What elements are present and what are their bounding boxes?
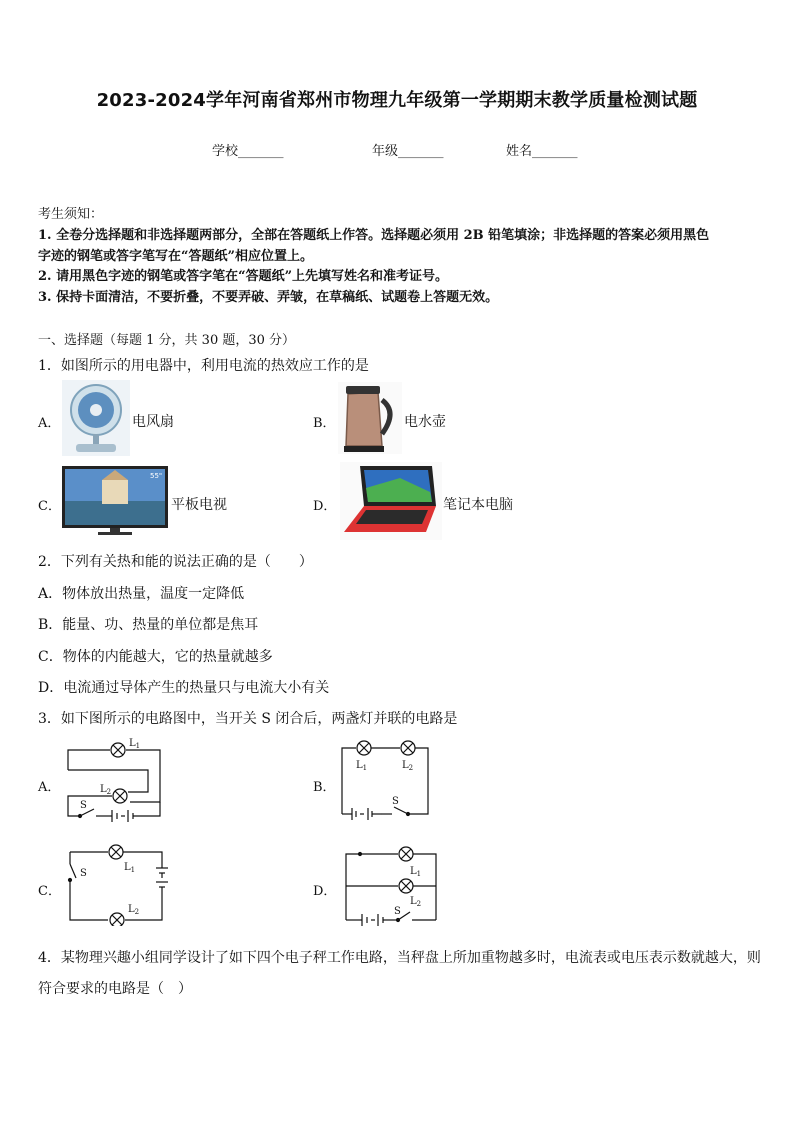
electric-kettle-icon	[338, 382, 402, 454]
q1-option-b-label: 电水壶	[404, 414, 446, 430]
question-2-stem: 2．下列有关热和能的说法正确的是（ ）	[38, 554, 313, 570]
notice-heading: 考生须知：	[38, 207, 104, 222]
q3-option-c-letter: C．	[38, 884, 61, 899]
section-heading: 一、选择题（每题 1 分，共 30 题，30 分）	[38, 333, 296, 348]
question-4-stem: 4．某物理兴趣小组同学设计了如下四个电子秤工作电路，当秤盘上所加重物越多时，电流表或电压表示数就越大，则	[38, 950, 761, 966]
q1-option-d-letter: D．	[313, 499, 337, 514]
q2-option: B．能量、功、热量的单位都是焦耳	[38, 617, 259, 633]
q1-option-c-label: 平板电视	[171, 497, 227, 513]
q1-option-a-letter: A．	[38, 416, 61, 431]
q2-option: C．物体的内能越大，它的热量就越多	[38, 649, 273, 665]
circuit-diagram-d	[340, 842, 444, 926]
notice-item: 1. 全卷分选择题和非选择题两部分，全部在答题纸上作答。选择题必须用 2B 铅笔填涂；非选择题的答案必须用黑色	[38, 228, 710, 243]
question-3-stem: 3．如下图所示的电路图中，当开关 S 闭合后，两盏灯并联的电路是	[38, 711, 458, 727]
q2-option: A．物体放出热量，温度一定降低	[38, 586, 245, 602]
circuit-diagram-a	[62, 736, 182, 828]
q3-option-b-letter: B．	[313, 780, 336, 795]
school-field: 学校_______	[212, 144, 284, 159]
notice-item: 2. 请用黑色字迹的钢笔或答字笔在“答题纸”上先填写姓名和准考证号。	[38, 269, 449, 284]
svg-text:S: S	[392, 796, 399, 807]
svg-text:L1: $L_1$	[124, 862, 136, 874]
q2-option: D．电流通过导体产生的热量只与电流大小有关	[38, 680, 330, 696]
svg-text:L2: $L_2$	[128, 904, 140, 916]
flat-tv-icon	[62, 466, 168, 536]
svg-text:S: S	[80, 800, 87, 811]
electric-fan-icon	[62, 380, 130, 456]
circuit-diagram-b	[338, 734, 438, 826]
notice-item: 3. 保持卡面清洁，不要折叠，不要弄破、弄皱，在草稿纸、试题卷上答题无效。	[38, 290, 499, 305]
q1-option-b-letter: B．	[313, 416, 336, 431]
grade-field: 年级_______	[372, 144, 444, 159]
svg-text:L2: $L_2$	[402, 760, 414, 772]
q3-option-a-letter: A．	[38, 780, 61, 795]
q3-option-d-letter: D．	[313, 884, 337, 899]
svg-text:L2: $L_2$	[100, 784, 112, 796]
svg-text:L2: $L_2$	[410, 896, 422, 908]
svg-text:L1: $L_1$	[356, 760, 368, 772]
notice-item: 字迹的钢笔或答字笔写在“答题纸”相应位置上。	[38, 249, 313, 264]
laptop-icon	[340, 462, 442, 540]
svg-text:L1: $L_1$	[129, 738, 141, 750]
page-title: 2023-2024学年河南省郑州市物理九年级第一学期期末教学质量检测试题	[96, 90, 698, 111]
q1-option-c-letter: C．	[38, 499, 61, 514]
tv-size-badge: 55"	[150, 472, 163, 480]
svg-text:L1: $L_1$	[410, 866, 422, 878]
q1-option-d-label: 笔记本电脑	[443, 497, 513, 513]
circuit-diagram-c	[64, 842, 176, 926]
svg-text:S: S	[394, 906, 401, 917]
name-field: 姓名_______	[506, 144, 578, 159]
q1-option-a-label: 电风扇	[132, 414, 174, 430]
question-4-stem-cont: 符合要求的电路是（ ）	[38, 981, 192, 997]
svg-text:S: S	[80, 868, 87, 879]
question-1-stem: 1．如图所示的用电器中，利用电流的热效应工作的是	[38, 358, 369, 374]
